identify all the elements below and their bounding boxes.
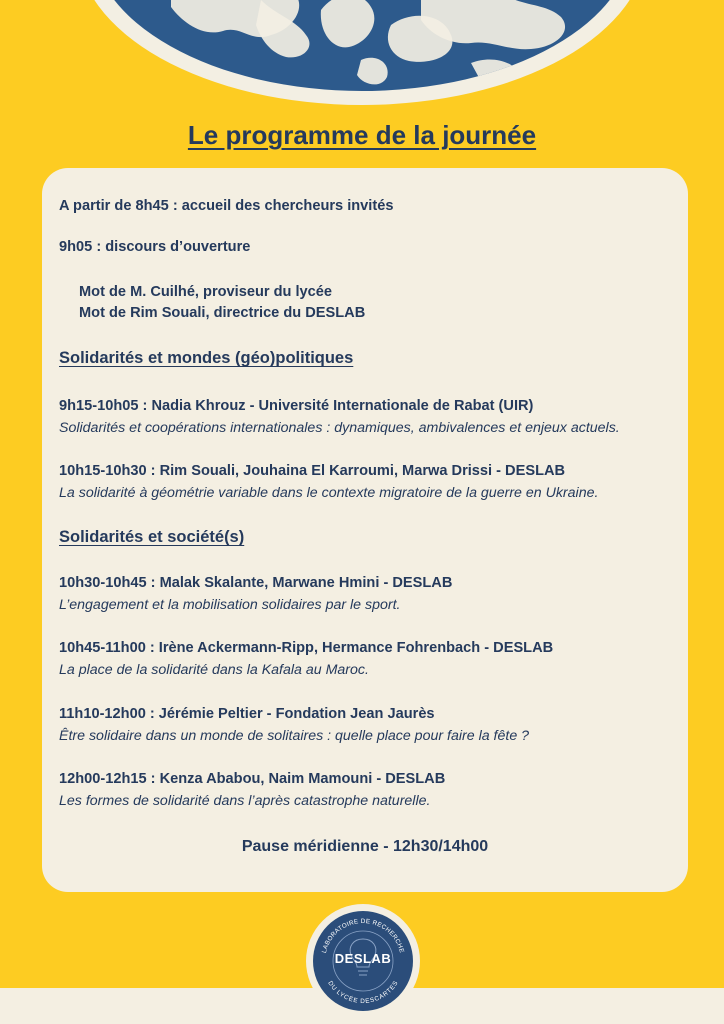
world-map-graphic: [91, 0, 633, 91]
lunch-break: Pause méridienne - 12h30/14h00: [241, 838, 489, 855]
talk-topic: La solidarité à géométrie variable dans le contexte migratoire de la guerre en Ukraine.: [59, 485, 599, 501]
talk-speaker: 12h00-12h15 : Kenza Ababou, Naim Mamouni - DESLAB: [59, 771, 446, 787]
talk-topic: Les formes de solidarité dans l’après catastrophe naturelle.: [59, 793, 431, 809]
talk-topic: La place de la solidarité dans la Kafala au Maroc.: [59, 662, 369, 678]
talk-topic: Être solidaire dans un monde de solitaires : quelle place pour faire la fête ?: [59, 728, 530, 744]
program-card: [42, 168, 688, 892]
section-heading-geopolitics: Solidarités et mondes (géo)politiques: [59, 349, 354, 367]
talk-speaker: 11h10-12h00 : Jérémie Peltier - Fondation Jean Jaurès: [59, 706, 435, 722]
page-title: Le programme de la journée: [187, 120, 537, 150]
globe-ocean: [91, 0, 633, 91]
talk-speaker: 10h15-10h30 : Rim Souali, Jouhaina El Karroumi, Marwa Drissi - DESLAB: [59, 463, 566, 479]
deslab-logo: [306, 904, 420, 1018]
logo-disc: [313, 911, 413, 1011]
welcome-line: A partir de 8h45 : accueil des chercheurs invités: [59, 198, 394, 214]
opening-word-2: Mot de Rim Souali, directrice du DESLAB: [79, 305, 366, 321]
opening-word-1: Mot de M. Cuilhé, proviseur du lycée: [79, 284, 333, 300]
section-heading-society: Solidarités et société(s): [59, 528, 245, 546]
talk-speaker: 10h45-11h00 : Irène Ackermann-Ripp, Hermance Fohrenbach - DESLAB: [59, 640, 554, 656]
talk-topic: L’engagement et la mobilisation solidaires par le sport.: [59, 597, 401, 613]
talk-topic: Solidarités et coopérations internationales : dynamiques, ambivalences et enjeux actuels.: [59, 420, 620, 436]
talk-speaker: 9h15-10h05 : Nadia Khrouz - Université Internationale de Rabat (UIR): [59, 398, 534, 414]
logo-ring-top-text: LABORATOIRE DE RECHERCHE: [320, 917, 406, 954]
opening-line: 9h05 : discours d’ouverture: [59, 239, 251, 255]
logo-ring-bottom-text: DU LYCÉE DESCARTES: [326, 979, 400, 1006]
logo-name: DESLAB: [334, 951, 392, 966]
globe-illustration: [77, 0, 647, 105]
talk-speaker: 10h30-10h45 : Malak Skalante, Marwane Hmini - DESLAB: [59, 575, 453, 591]
